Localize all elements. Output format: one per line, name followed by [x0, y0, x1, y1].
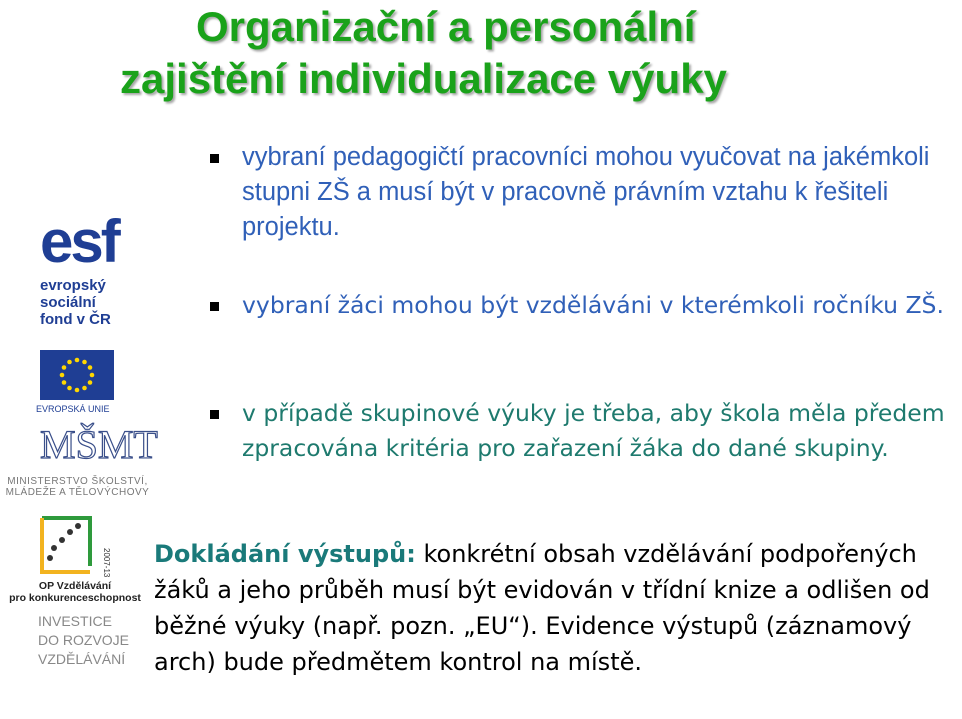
op-label-line: pro konkurenceschopnost: [9, 592, 141, 604]
bullet-square-icon: [210, 154, 219, 163]
msmt-label: [0, 476, 155, 498]
title-line-1: Organizační a personální: [196, 3, 696, 50]
investice-label: [38, 612, 129, 669]
bullet-square-icon: [210, 410, 219, 419]
eu-label: EVROPSKÁ UNIE: [36, 404, 110, 414]
msmt-label-line: MINISTERSTVO ŠKOLSTVÍ,: [7, 476, 148, 487]
msmt-logo-icon: [36, 422, 158, 474]
op-logo-icon: [34, 514, 114, 576]
investice-line: VZDĚLÁVÁNÍ: [38, 651, 126, 667]
esf-caption-line: fond v ČR: [40, 311, 111, 328]
bullet-text: v případě skupinové výuky je třeba, aby škola měla předem zpracována kritéria pro zařazení žáka do dané skupiny.: [242, 399, 945, 462]
op-side-text: 2007-13: [102, 548, 111, 578]
bullet-text: vybraní pedagogičtí pracovníci mohou vyučovat na jakémkoli stupni ZŠ a musí být v pracovně právním vztahu k řešiteli projektu.: [242, 143, 930, 241]
op-label-line: OP Vzdělávání: [38, 580, 112, 592]
investice-line: INVESTICE: [38, 613, 112, 629]
esf-logo: [40, 207, 136, 328]
eu-flag-icon: [40, 350, 114, 400]
msmt-letters: MŠMT: [40, 422, 158, 467]
title-line-2: zajištění individualizace výuky: [120, 55, 727, 102]
esf-caption-line: evropský: [40, 277, 106, 294]
msmt-label-line: MLÁDEŽE A TĚLOVÝCHOVY: [5, 487, 150, 498]
op-label: [0, 580, 150, 604]
investice-line: DO ROZVOJE: [38, 632, 130, 648]
bullet-text: vybraní žáci mohou být vzděláváni v kterémkoli ročníku ZŠ.: [242, 291, 944, 319]
esf-caption-line: sociální: [40, 294, 96, 311]
esf-letters: esf: [40, 208, 118, 275]
output-paragraph: [154, 536, 960, 680]
paragraph-highlight: Dokládání výstupů:: [154, 540, 416, 568]
esf-caption: [40, 277, 136, 328]
paragraph-text: konkrétní obsah vzdělávání podpořených žáků a jeho průběh musí být evidován v třídní knize a odlišen od běžné výuky (např. pozn. „EU“). Evidence výstupů (záznamový arch) bude předmětem kontrol na místě.: [154, 540, 930, 676]
bullet-square-icon: [210, 302, 219, 311]
